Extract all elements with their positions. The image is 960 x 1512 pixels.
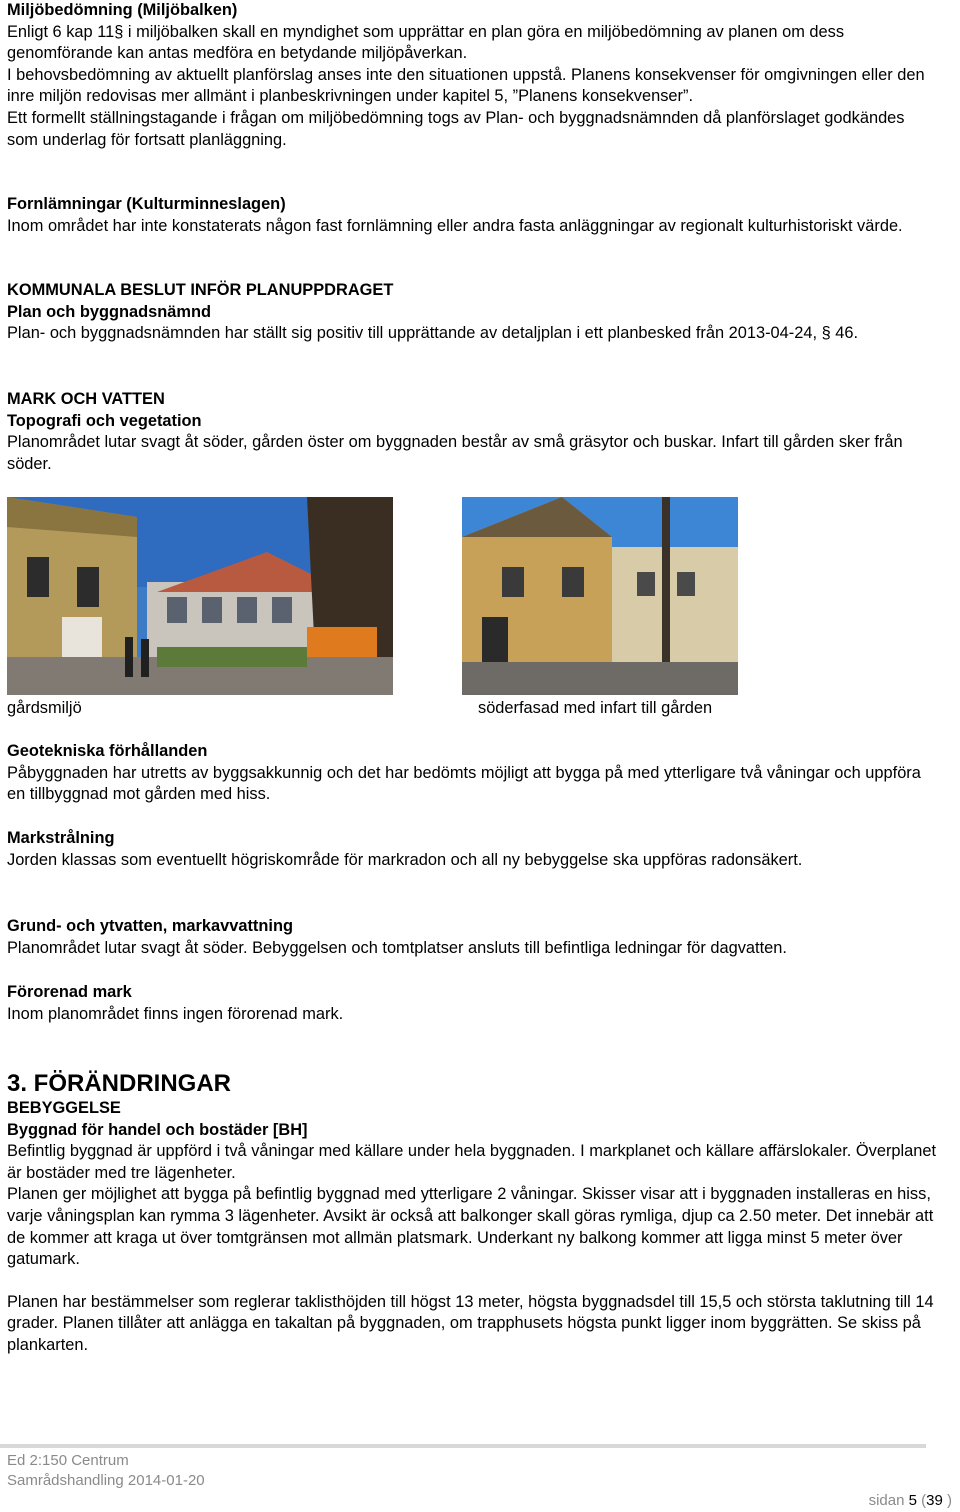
page-open: ( <box>916 1492 927 1509</box>
footer-document-status: Samrådshandling 2014-01-20 <box>7 1472 205 1489</box>
page-total: 39 <box>926 1492 943 1509</box>
heading-markstralning: Markstrålning <box>7 829 115 847</box>
caption-gardsmiljo: gårdsmiljö <box>7 699 82 717</box>
page-prefix: sidan <box>868 1492 909 1509</box>
paragraph: Planområdet lutar svagt åt söder. Bebyggelsen och tomtplatser ansluts till befintliga ledningar för dagvatten. <box>7 938 787 957</box>
page-close: ) <box>942 1492 952 1509</box>
subheading-topografi: Topografi och vegetation <box>7 411 202 430</box>
page-number <box>869 1490 952 1512</box>
section-fornlamningar <box>7 194 937 237</box>
paragraph: Planen har bestämmelser som reglerar taklisthöjden till högst 13 meter, högsta byggnadsdel till 15,5 och största taklutning till 14 grader. Planen tillåter att anlägga en takaltan på byggnaden, om trapphusets högsta punkt ligger inom byggrätten. Se skiss på plankarten. <box>7 1292 934 1354</box>
caption-soderfasad: söderfasad med infart till gården <box>478 699 713 717</box>
subheading-plan-och-byggnadsnamnd: Plan och byggnadsnämnd <box>7 302 211 321</box>
section-mark-och-vatten <box>7 389 937 475</box>
subheading-byggnad-handel: Byggnad för handel och bostäder [BH] <box>7 1120 308 1139</box>
heading-forandringar: 3. FÖRÄNDRINGAR <box>7 1070 232 1097</box>
section-forandringar <box>7 1070 937 1357</box>
section-geotekniska <box>7 741 937 806</box>
section-markstralning <box>7 828 937 871</box>
page-current: 5 <box>908 1492 917 1509</box>
section-miljobedomning <box>7 0 937 151</box>
paragraph: Befintlig byggnad är uppförd i två våningar med källare under hela byggnaden. I markplanet och källare affärslokaler. Överplanet är bostäder med tre lägenheter. <box>7 1142 937 1182</box>
paragraph: I behovsbedömning av aktuellt planförslag anses inte den situationen uppstå. Planens konsekvenser för omgivningen eller den inre miljön redovisas mer allmänt i planbeskrivningen under kapitel 5, ”Planens konsekvenser”. <box>7 65 925 106</box>
south-facade-photo-image <box>462 497 738 695</box>
south-facade-photo <box>462 497 738 695</box>
section-grundvatten <box>7 916 937 959</box>
paragraph: Påbyggnaden har utretts av byggsakkunnig och det har bedömts möjligt att bygga på med ytterligare två våningar och uppföra en tillbyggnad mot gården med hiss. <box>7 763 921 804</box>
heading-miljobedomning: Miljöbedömning (Miljöbalken) <box>7 1 238 19</box>
section-fororenad-mark <box>7 982 937 1025</box>
paragraph: Inom planområdet finns ingen förorenad mark. <box>7 1004 344 1023</box>
subheading-bebyggelse: BEBYGGELSE <box>7 1099 121 1117</box>
paragraph: Ett formellt ställningstagande i frågan om miljöbedömning togs av Plan- och byggnadsnämnden då planförslaget godkändes som underlag för fortsatt planläggning. <box>7 108 905 149</box>
heading-fororenad-mark: Förorenad mark <box>7 983 132 1001</box>
footer-document-id: Ed 2:150 Centrum <box>7 1452 129 1469</box>
paragraph: Inom området har inte konstaterats någon fast fornlämning eller andra fasta anläggningar av regionalt kulturhistoriskt värde. <box>7 216 903 235</box>
paragraph: Enligt 6 kap 11§ i miljöbalken skall en myndighet som upprättar en plan göra en miljöbedömning av planen om dess genomförande kan antas medföra en betydande miljöpåverkan. <box>7 22 845 63</box>
heading-geotekniska: Geotekniska förhållanden <box>7 742 208 760</box>
heading-grundvatten: Grund- och ytvatten, markavvattning <box>7 917 293 935</box>
section-kommunala-beslut <box>7 280 937 345</box>
heading-kommunala-beslut: KOMMUNALA BESLUT INFÖR PLANUPPDRAGET <box>7 281 394 299</box>
footer-divider <box>0 1444 926 1448</box>
paragraph: Jorden klassas som eventuellt högriskområde för markradon och all ny bebyggelse ska uppföras radonsäkert. <box>7 850 803 869</box>
heading-fornlamningar: Fornlämningar (Kulturminneslagen) <box>7 195 286 213</box>
courtyard-photo-image <box>7 497 393 695</box>
paragraph: Planen ger möjlighet att bygga på befintlig byggnad med ytterligare 2 våningar. Skisser visar att i byggnaden installeras en hiss, varje våningsplan kan rymma 3 lägenheter. Avsikt är också att balkonger skall göras rymliga, djup ca 2.50 meter. Det innebär att de kommer att kraga ut över tomtgränsen mot allmän platsmark. Underkant ny balkong kommer att ligga minst 5 meter över gatumark. <box>7 1185 934 1269</box>
courtyard-photo <box>7 497 393 695</box>
paragraph: Plan- och byggnadsnämnden har ställt sig positiv till upprättande av detaljplan i ett planbesked från 2013-04-24, § 46. <box>7 324 859 343</box>
heading-mark-och-vatten: MARK OCH VATTEN <box>7 390 165 408</box>
paragraph: Planområdet lutar svagt åt söder, gården öster om byggnaden består av små gräsytor och buskar. Infart till gården sker från söder. <box>7 433 903 473</box>
